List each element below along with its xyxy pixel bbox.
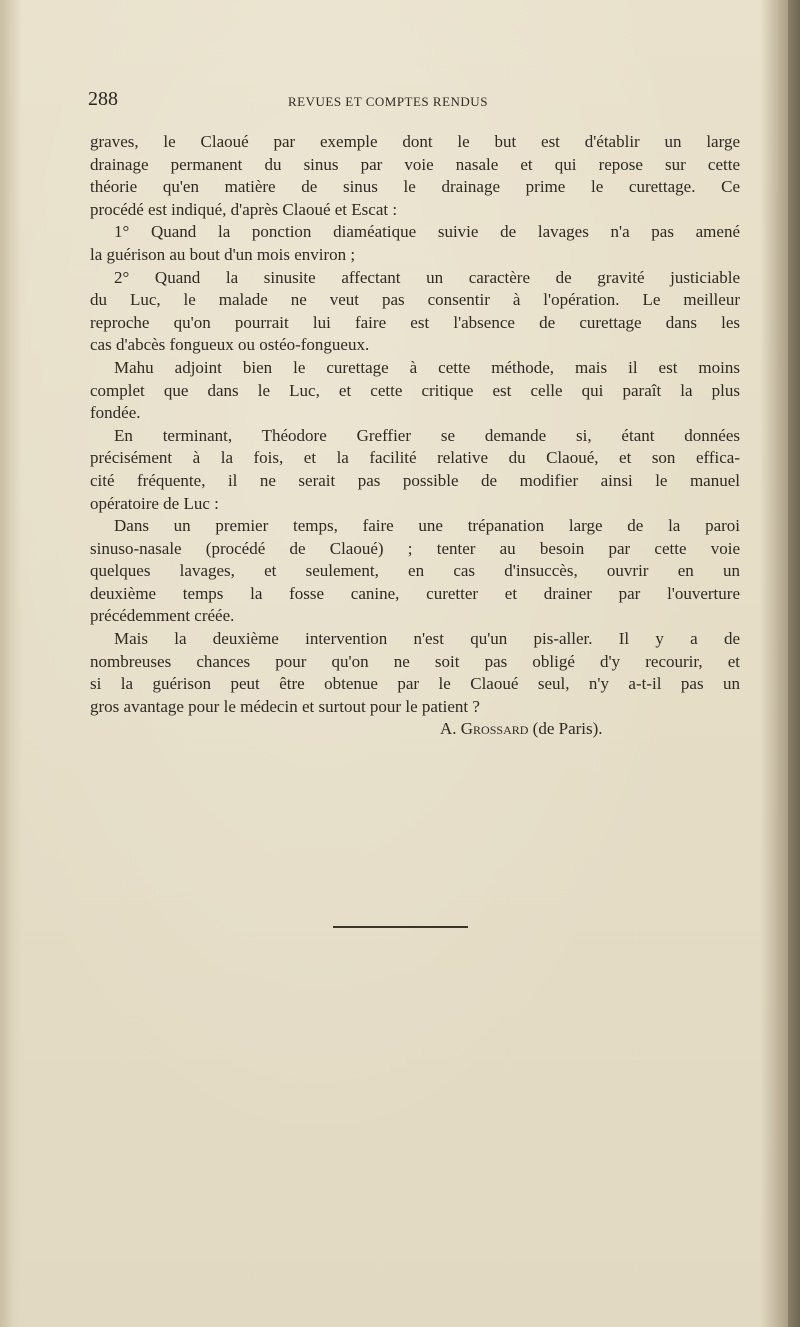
article-body xyxy=(90,131,740,741)
text-line: 1° Quand la ponction diaméatique suivie de lavages n'a pas amené xyxy=(114,222,740,242)
text-line: deuxième temps la fosse canine, curetter et drainer par l'ouverture xyxy=(90,583,740,603)
text-line: complet que dans le Luc, et cette critique est celle qui paraît la plus xyxy=(90,380,740,400)
text-line: Mais la deuxième intervention n'est qu'un pis-aller. Il y a de xyxy=(114,629,740,649)
text-line: précisément à la fois, et la facilité relative du Claoué, et son effica- xyxy=(90,448,740,468)
text-line: cas d'abcès fongueux ou ostéo-fongueux. xyxy=(90,335,370,355)
signature-place: (de Paris). xyxy=(532,719,603,739)
signature-name: Grossard xyxy=(460,719,529,739)
text-line: fondée. xyxy=(90,403,141,423)
text-line: drainage permanent du sinus par voie nasale et qui repose sur cette xyxy=(90,154,740,174)
text-line: précédemment créée. xyxy=(90,606,235,626)
section-divider-rule xyxy=(333,926,468,928)
text-line: théorie qu'en matière de sinus le drainage prime le curettage. Ce xyxy=(90,177,740,197)
text-line: En terminant, Théodore Greffier se demande si, étant données xyxy=(114,425,740,445)
running-head: REVUES ET COMPTES RENDUS xyxy=(288,94,488,109)
text-line: gros avantage pour le médecin et surtout pour le patient ? xyxy=(90,696,480,716)
text-line: procédé est indiqué, d'après Claoué et Escat : xyxy=(90,199,398,219)
text-line: opératoire de Luc : xyxy=(90,493,219,513)
text-line: si la guérison peut être obtenue par le Claoué seul, n'y a-t-il pas un xyxy=(90,674,740,694)
text-line: du Luc, le malade ne veut pas consentir à l'opération. Le meilleur xyxy=(90,290,740,310)
text-line: cité fréquente, il ne serait pas possible de modifier ainsi le manuel xyxy=(90,470,740,490)
text-line: quelques lavages, et seulement, en cas d'insuccès, ouvrir en un xyxy=(90,561,740,581)
text-line: reproche qu'on pourrait lui faire est l'absence de curettage dans les xyxy=(90,312,740,332)
text-line: Dans un premier temps, faire une trépanation large de la paroi xyxy=(114,516,740,536)
page-left-edge xyxy=(0,0,22,1327)
text-line: graves, le Claoué par exemple dont le but est d'établir un large xyxy=(90,132,740,151)
text-line: 2° Quand la sinusite affectant un caractère de gravité justiciable xyxy=(114,267,740,287)
text-line: sinuso-nasale (procédé de Claoué) ; tenter au besoin par cette voie xyxy=(90,538,740,558)
page-header xyxy=(88,88,738,114)
page-number: 288 xyxy=(88,88,118,110)
author-signature xyxy=(90,718,740,741)
text-line: nombreuses chances pour qu'on ne soit pas obligé d'y recourir, et xyxy=(90,651,740,671)
signature-initial: A. xyxy=(440,719,457,739)
text-line: Mahu adjoint bien le curettage à cette méthode, mais il est moins xyxy=(114,357,740,377)
text-line: la guérison au bout d'un mois environ ; xyxy=(90,244,356,264)
page-binding-shadow xyxy=(760,0,800,1327)
